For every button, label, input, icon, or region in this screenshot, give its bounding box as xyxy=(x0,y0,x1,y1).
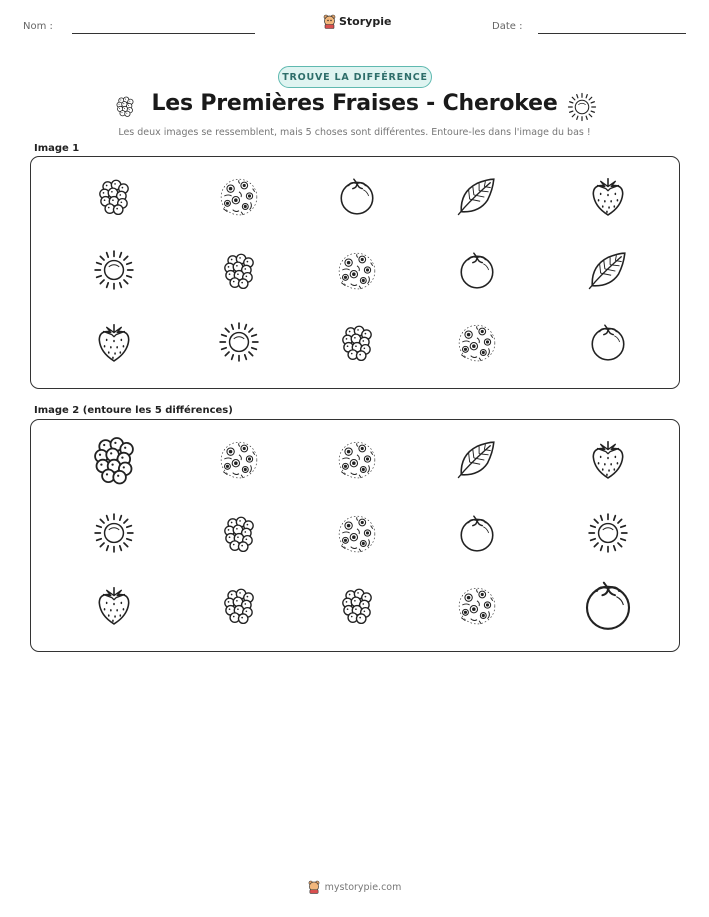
tomato-icon xyxy=(336,175,378,217)
sun-icon[interactable] xyxy=(93,512,135,554)
leaf-icon[interactable] xyxy=(456,438,498,480)
tomato-icon xyxy=(456,249,498,291)
raspberry-icon[interactable] xyxy=(218,584,260,626)
strawberry-icon[interactable] xyxy=(587,438,629,480)
sun-icon xyxy=(218,321,260,363)
date-field-line[interactable] xyxy=(538,33,686,34)
sun-icon[interactable] xyxy=(587,512,629,554)
flower-bush-icon xyxy=(336,249,378,291)
flower-bush-icon xyxy=(456,321,498,363)
sun-icon xyxy=(93,249,135,291)
flower-bush-icon[interactable] xyxy=(336,512,378,554)
name-label: Nom : xyxy=(23,21,53,32)
strawberry-icon xyxy=(93,321,135,363)
raspberry-icon xyxy=(218,249,260,291)
tomato-icon xyxy=(587,321,629,363)
tomato-icon[interactable] xyxy=(580,577,636,633)
leaf-icon xyxy=(587,249,629,291)
flower-bush-icon[interactable] xyxy=(456,584,498,626)
image2-panel[interactable] xyxy=(30,419,680,652)
flower-bush-icon xyxy=(218,175,260,217)
image2-label: Image 2 (entoure les 5 différences) xyxy=(34,405,233,416)
strawberry-icon[interactable] xyxy=(93,584,135,626)
raspberry-icon[interactable] xyxy=(218,512,260,554)
footer-site: mystorypie.com xyxy=(324,881,402,893)
raspberry-icon[interactable] xyxy=(86,431,142,487)
raspberry-icon xyxy=(113,91,137,121)
page-title: Les Premières Fraises - Cherokee xyxy=(151,91,558,116)
sun-icon xyxy=(567,92,597,122)
brand-name: Storypie xyxy=(339,15,392,28)
image1-panel xyxy=(30,156,680,389)
bear-mascot-icon xyxy=(323,14,336,29)
flower-bush-icon[interactable] xyxy=(218,438,260,480)
image1-label: Image 1 xyxy=(34,143,80,154)
leaf-icon xyxy=(456,175,498,217)
activity-badge: TROUVE LA DIFFÉRENCE xyxy=(278,66,432,88)
name-field-line[interactable] xyxy=(72,33,255,34)
bear-mascot-icon xyxy=(308,880,320,894)
tomato-icon[interactable] xyxy=(456,512,498,554)
instructions: Les deux images se ressemblent, mais 5 choses sont différentes. Entoure-les dans l'image du bas ! xyxy=(118,127,591,138)
brand-logo xyxy=(323,14,391,29)
raspberry-icon[interactable] xyxy=(336,584,378,626)
date-label: Date : xyxy=(492,21,523,32)
raspberry-icon xyxy=(93,175,135,217)
raspberry-icon xyxy=(336,321,378,363)
footer xyxy=(0,880,709,894)
flower-bush-icon[interactable] xyxy=(336,438,378,480)
strawberry-icon xyxy=(587,175,629,217)
